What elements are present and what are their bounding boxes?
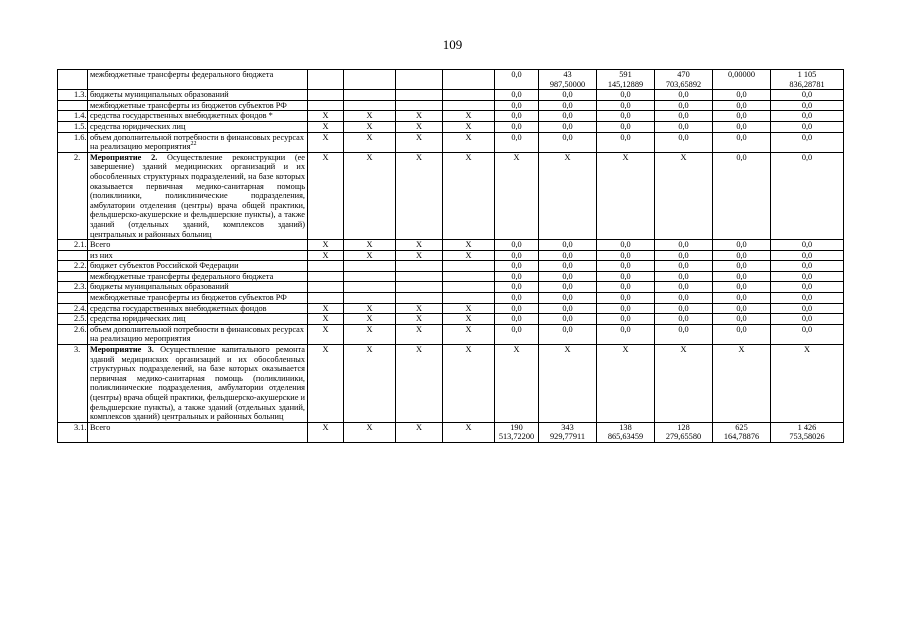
value-cell	[344, 293, 396, 304]
row-label	[88, 422, 308, 442]
value-cell: X	[396, 324, 443, 344]
table-row	[58, 282, 844, 293]
value-cell: X	[443, 324, 495, 344]
label-text: межбюджетные трансферты федерального бюджета	[90, 271, 274, 281]
table-row	[58, 271, 844, 282]
value-cell: X	[495, 152, 539, 239]
value-cell	[308, 271, 344, 282]
value-cell: X	[443, 240, 495, 251]
value-cell: 0,0	[713, 100, 771, 111]
row-number	[58, 100, 88, 111]
table-row	[58, 100, 844, 111]
page-number: 109	[442, 37, 463, 52]
value-cell: X	[655, 345, 713, 423]
value-cell: 591 145,12889	[597, 70, 655, 90]
value-cell: X	[443, 314, 495, 325]
value-cell: 0,0	[597, 111, 655, 122]
value-cell: 0,0	[495, 111, 539, 122]
value-cell: 128 279,65580	[655, 422, 713, 442]
value-cell	[308, 100, 344, 111]
value-cell: 0,0	[539, 324, 597, 344]
value-cell	[443, 90, 495, 101]
value-cell: 0,0	[771, 152, 844, 239]
label-text: из них	[90, 250, 113, 260]
value-cell	[443, 100, 495, 111]
value-cell: 0,0	[655, 293, 713, 304]
row-label	[88, 250, 308, 261]
value-cell: 0,0	[771, 261, 844, 272]
value-cell: 0,0	[539, 250, 597, 261]
row-label	[88, 303, 308, 314]
value-cell: 138 865,63459	[597, 422, 655, 442]
value-cell: 0,0	[771, 132, 844, 152]
value-cell: 0,0	[539, 314, 597, 325]
value-cell: 0,0	[597, 240, 655, 251]
table-row	[58, 314, 844, 325]
value-cell	[344, 90, 396, 101]
row-label	[88, 282, 308, 293]
label-text: средства юридических лиц	[90, 314, 186, 324]
value-cell: 0,0	[771, 303, 844, 314]
value-cell	[308, 90, 344, 101]
value-cell: X	[396, 314, 443, 325]
table-row	[58, 111, 844, 122]
value-cell: X	[495, 345, 539, 423]
value-cell: X	[443, 422, 495, 442]
value-cell: X	[396, 240, 443, 251]
value-cell: 0,0	[597, 282, 655, 293]
value-cell: 0,0	[539, 303, 597, 314]
row-label	[88, 271, 308, 282]
value-cell	[396, 100, 443, 111]
row-number: 1.3.	[58, 90, 88, 101]
value-cell: 0,0	[655, 121, 713, 132]
row-label	[88, 314, 308, 325]
value-cell: X	[308, 132, 344, 152]
value-cell: 0,0	[597, 250, 655, 261]
value-cell	[396, 70, 443, 90]
row-number: 2.4.	[58, 303, 88, 314]
label-text: межбюджетные трансферты из бюджетов субъектов РФ	[90, 100, 287, 110]
value-cell: 0,0	[597, 100, 655, 111]
value-cell: 0,0	[495, 314, 539, 325]
value-cell: 0,0	[539, 282, 597, 293]
value-cell: 0,0	[495, 324, 539, 344]
value-cell: 0,0	[713, 121, 771, 132]
value-cell: 0,0	[539, 90, 597, 101]
value-cell: X	[344, 303, 396, 314]
value-cell: X	[308, 240, 344, 251]
measure-title: Мероприятие 3.	[90, 345, 154, 355]
value-cell	[344, 100, 396, 111]
value-cell: 0,0	[539, 111, 597, 122]
value-cell: 0,0	[539, 100, 597, 111]
value-cell: X	[308, 314, 344, 325]
table-row	[58, 90, 844, 101]
value-cell: X	[713, 345, 771, 423]
value-cell: 0,0	[713, 152, 771, 239]
value-cell: X	[308, 422, 344, 442]
value-cell: 0,0	[771, 100, 844, 111]
value-cell	[396, 271, 443, 282]
value-cell: X	[308, 121, 344, 132]
value-cell: 0,0	[655, 271, 713, 282]
value-cell: 343 929,77911	[539, 422, 597, 442]
row-label	[88, 261, 308, 272]
value-cell: 625 164,78876	[713, 422, 771, 442]
table-row	[58, 261, 844, 272]
table-row	[58, 250, 844, 261]
value-cell: 0,0	[713, 282, 771, 293]
value-cell	[396, 261, 443, 272]
table-row	[58, 70, 844, 90]
value-cell: X	[308, 345, 344, 423]
value-cell	[443, 70, 495, 90]
value-cell: X	[396, 111, 443, 122]
table-row	[58, 240, 844, 251]
value-cell: 0,0	[655, 250, 713, 261]
value-cell: 0,0	[655, 100, 713, 111]
row-number: 2.3.	[58, 282, 88, 293]
value-cell: X	[443, 250, 495, 261]
value-cell: 0,0	[713, 132, 771, 152]
row-label	[88, 345, 308, 423]
value-cell	[344, 282, 396, 293]
value-cell: 0,0	[495, 70, 539, 90]
table-row	[58, 422, 844, 442]
value-cell: 0,0	[771, 324, 844, 344]
value-cell: 0,0	[713, 261, 771, 272]
value-cell: X	[344, 132, 396, 152]
row-number	[58, 293, 88, 304]
value-cell: 0,0	[655, 314, 713, 325]
value-cell: 0,0	[597, 261, 655, 272]
row-number	[58, 250, 88, 261]
table-row	[58, 132, 844, 152]
value-cell: X	[308, 303, 344, 314]
value-cell: X	[396, 121, 443, 132]
value-cell: 0,0	[597, 324, 655, 344]
value-cell: X	[539, 152, 597, 239]
value-cell: 0,0	[495, 282, 539, 293]
value-cell: 43 987,50000	[539, 70, 597, 90]
value-cell: 0,0	[713, 111, 771, 122]
value-cell: X	[597, 152, 655, 239]
value-cell: X	[396, 250, 443, 261]
value-cell: 0,0	[713, 293, 771, 304]
value-cell: 0,0	[597, 271, 655, 282]
value-cell: 0,0	[495, 303, 539, 314]
row-number: 2.2.	[58, 261, 88, 272]
value-cell: 0,0	[655, 261, 713, 272]
value-cell: 0,0	[713, 90, 771, 101]
value-cell: 0,0	[495, 261, 539, 272]
value-cell: 0,0	[655, 324, 713, 344]
table-body	[58, 70, 844, 443]
value-cell: 0,0	[771, 271, 844, 282]
row-number: 1.5.	[58, 121, 88, 132]
value-cell: 0,0	[495, 121, 539, 132]
value-cell: X	[344, 240, 396, 251]
value-cell: X	[344, 250, 396, 261]
row-label	[88, 100, 308, 111]
table-row	[58, 324, 844, 344]
value-cell: X	[308, 324, 344, 344]
value-cell: 0,0	[771, 90, 844, 101]
value-cell: X	[344, 111, 396, 122]
row-label	[88, 90, 308, 101]
value-cell: X	[344, 314, 396, 325]
value-cell: X	[443, 152, 495, 239]
value-cell	[308, 282, 344, 293]
label-text: бюджеты муниципальных образований	[90, 90, 229, 100]
value-cell: 0,0	[713, 314, 771, 325]
value-cell: 0,0	[539, 240, 597, 251]
value-cell: 0,0	[597, 132, 655, 152]
value-cell: X	[396, 152, 443, 239]
label-text: Осуществление капитального ремонта зданий медицинских организаций и их обособленных структурных подразделений, на базе которых оказывается первичная медико-санитарная помощь (поликлиники, поликлинические подразделения, амбулатории отделения (центры) врача общей практики, фельдшерско-акушерские и фельдшерские пункты), а также зданий (отдельных зданий, комплексов зданий) центральных и районных больниц	[90, 345, 305, 422]
value-cell	[396, 293, 443, 304]
value-cell: 0,0	[539, 121, 597, 132]
value-cell: 0,0	[655, 132, 713, 152]
row-number: 2.5.	[58, 314, 88, 325]
value-cell: X	[308, 111, 344, 122]
value-cell: 0,0	[597, 314, 655, 325]
value-cell: X	[443, 121, 495, 132]
value-cell: 0,0	[495, 250, 539, 261]
value-cell: 0,0	[771, 111, 844, 122]
value-cell: 0,0	[495, 293, 539, 304]
value-cell: 0,0	[713, 324, 771, 344]
value-cell: 0,0	[771, 293, 844, 304]
value-cell: 1 426 753,58026	[771, 422, 844, 442]
value-cell: 0,0	[713, 240, 771, 251]
value-cell	[443, 282, 495, 293]
value-cell: 0,0	[597, 121, 655, 132]
value-cell: 0,0	[771, 121, 844, 132]
table-row	[58, 293, 844, 304]
label-text: Всего	[90, 422, 111, 432]
value-cell	[443, 293, 495, 304]
row-number: 2.	[58, 152, 88, 239]
value-cell: 0,0	[655, 111, 713, 122]
value-cell	[344, 261, 396, 272]
value-cell: 0,0	[539, 132, 597, 152]
value-cell: X	[344, 324, 396, 344]
value-cell: 0,0	[495, 100, 539, 111]
value-cell: X	[655, 152, 713, 239]
value-cell: 470 703,65892	[655, 70, 713, 90]
value-cell: X	[443, 303, 495, 314]
value-cell: X	[344, 345, 396, 423]
label-text: объем дополнительной потребности в финансовых ресурсах на реализацию мероприятия	[90, 324, 304, 344]
value-cell: 190 513,72200	[495, 422, 539, 442]
value-cell: 0,0	[655, 240, 713, 251]
value-cell: 0,0	[655, 90, 713, 101]
row-number	[58, 70, 88, 90]
table-row	[58, 303, 844, 314]
footnote-mark: 22	[190, 141, 197, 148]
row-number: 1.4.	[58, 111, 88, 122]
value-cell	[308, 293, 344, 304]
value-cell	[344, 70, 396, 90]
value-cell: 0,0	[655, 282, 713, 293]
value-cell: 0,0	[597, 90, 655, 101]
value-cell: X	[308, 250, 344, 261]
value-cell: 0,0	[771, 314, 844, 325]
label-text: Осуществление реконструкции (ее завершение) зданий медицинских организаций и их обособленных структурных подразделений, на базе которых оказывается первичная медико-санитарная помощь (поликлиники, поликлинические подразделения, амбулатории отделения (центры) врача общей практики, фельдшерско-акушерские и фельдшерские пункты), а также зданий (отдельных зданий, комплексов зданий) центральных и районных больниц	[90, 152, 305, 239]
value-cell: 0,0	[713, 271, 771, 282]
table-row	[58, 345, 844, 423]
value-cell: X	[539, 345, 597, 423]
row-number: 3.1.	[58, 422, 88, 442]
value-cell: X	[597, 345, 655, 423]
value-cell: 0,0	[771, 250, 844, 261]
value-cell	[443, 271, 495, 282]
value-cell: X	[396, 303, 443, 314]
row-label	[88, 111, 308, 122]
label-text: бюджет субъектов Российской Федерации	[90, 261, 239, 271]
label-text: межбюджетные трансферты федерального бюджета	[90, 70, 274, 79]
label-text: межбюджетные трансферты из бюджетов субъектов РФ	[90, 293, 287, 303]
label-text: средства государственных внебюджетных фондов *	[90, 111, 273, 121]
table-row	[58, 152, 844, 239]
value-cell: 0,0	[495, 132, 539, 152]
value-cell: X	[344, 422, 396, 442]
value-cell: 0,0	[597, 303, 655, 314]
value-cell: X	[771, 345, 844, 423]
row-label	[88, 240, 308, 251]
value-cell	[443, 261, 495, 272]
row-label	[88, 132, 308, 152]
value-cell	[396, 282, 443, 293]
row-number	[58, 271, 88, 282]
row-label	[88, 152, 308, 239]
value-cell: X	[396, 345, 443, 423]
value-cell: 1 105 836,28781	[771, 70, 844, 90]
value-cell: 0,0	[539, 271, 597, 282]
value-cell: 0,0	[495, 240, 539, 251]
row-label	[88, 293, 308, 304]
value-cell: 0,0	[539, 293, 597, 304]
value-cell: X	[443, 345, 495, 423]
row-label	[88, 121, 308, 132]
value-cell	[396, 90, 443, 101]
value-cell: 0,0	[655, 303, 713, 314]
row-number: 3.	[58, 345, 88, 423]
label-text: средства государственных внебюджетных фондов	[90, 303, 267, 313]
value-cell: X	[396, 422, 443, 442]
value-cell: 0,0	[713, 250, 771, 261]
value-cell: 0,0	[495, 90, 539, 101]
value-cell: X	[308, 152, 344, 239]
value-cell	[308, 261, 344, 272]
value-cell: 0,0	[597, 293, 655, 304]
label-text: средства юридических лиц	[90, 121, 186, 131]
value-cell: 0,0	[495, 271, 539, 282]
measure-title: Мероприятие 2.	[90, 152, 158, 162]
value-cell	[308, 70, 344, 90]
value-cell	[344, 271, 396, 282]
row-number: 1.6.	[58, 132, 88, 152]
budget-table	[57, 69, 844, 443]
row-label	[88, 324, 308, 344]
value-cell: X	[443, 111, 495, 122]
label-text: бюджеты муниципальных образований	[90, 282, 229, 292]
row-number: 2.6.	[58, 324, 88, 344]
value-cell: 0,0	[713, 303, 771, 314]
row-label	[88, 70, 308, 90]
value-cell: 0,0	[771, 282, 844, 293]
value-cell: X	[344, 152, 396, 239]
label-text: объем дополнительной потребности в финансовых ресурсах на реализацию мероприятия	[90, 132, 304, 152]
value-cell: X	[344, 121, 396, 132]
value-cell: 0,0	[539, 261, 597, 272]
value-cell: X	[396, 132, 443, 152]
label-text: Всего	[90, 240, 111, 250]
value-cell: X	[443, 132, 495, 152]
table-row	[58, 121, 844, 132]
value-cell: 0,00000	[713, 70, 771, 90]
value-cell: 0,0	[771, 240, 844, 251]
row-number: 2.1.	[58, 240, 88, 251]
